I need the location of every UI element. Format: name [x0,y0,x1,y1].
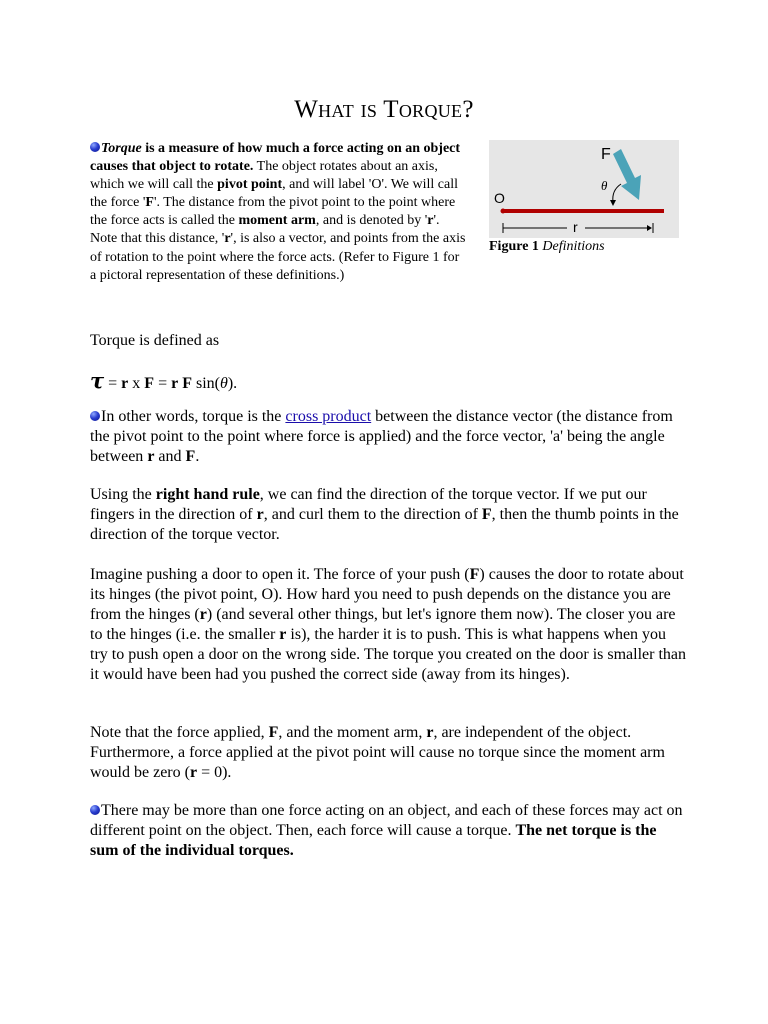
r-arrowhead-icon [647,225,652,231]
paragraph-text: There may be more than one force acting on an object, and each of these forces may act on different point on the object. Then, each force will cause a torque. [90,802,683,840]
r-symbol: r [171,375,179,392]
figure-label-f: F [601,146,611,163]
figure-definitions [489,140,679,238]
right-hand-rule-paragraph [90,485,686,545]
paragraph-text: . [195,448,200,466]
r-symbol: r [121,375,129,392]
force-symbol: F [481,506,492,524]
paragraph-text: , then the thumb points in the direction of the torque vector. [90,506,679,544]
figure-label-theta: θ [601,178,608,193]
right-hand-rule-term: right hand rule [155,486,260,503]
defined-as-text: Torque is defined as [90,332,220,349]
door-paragraph [90,565,686,686]
force-symbol: F [469,566,480,583]
force-symbol: F [145,195,154,211]
r-symbol: r [224,231,231,247]
paragraph-text: , and curl them to the direction of [263,506,482,524]
intro-text: ', is also a vector, and points from the axis of rotation to the point where the force acts. (Refer to Figure 1 for a pictoral representation of these definitions.) [90,231,466,283]
paragraph-text: ) (and several other things, but let's ignore them now). The closer you are to the hinges (i.e. the smaller [90,606,676,644]
intro-text: '. Note that this distance, ' [90,213,440,247]
rod-icon [502,209,664,213]
figure-caption [489,239,605,255]
paragraph-text: Note that the force applied, [90,724,269,741]
r-symbol: r [427,213,434,229]
r-symbol: r [256,506,264,524]
r-symbol: r [147,448,155,466]
theta-symbol: θ [219,375,228,392]
paragraph-text: In other words, torque is the [101,408,286,425]
force-symbol: F [144,375,155,392]
paragraph-text: , we can find the direction of the torque vector. If we put our fingers in the direction of [90,486,647,524]
equation-text: = [154,375,172,392]
force-symbol: F [268,724,279,741]
paragraph-text: = 0). [197,764,232,782]
tau-symbol: τ [90,368,105,393]
moment-arm-term: moment arm [238,213,316,229]
paragraph-text: is), the harder it is to push. This is what happens when you try to push open a door on the wrong side. The torque you created on the door is smaller than it would have been had you pushed the correct side (away from its hinges). [90,626,687,684]
equation-text: = [104,375,122,392]
net-torque-statement: The net torque is the sum of the individual torques. [90,822,657,860]
paragraph-text: Imagine pushing a door to open it. The force of your push ( [90,566,470,583]
intro-paragraph [90,140,468,285]
paragraph-text: and [154,448,186,466]
equation-text: x [128,375,145,392]
r-symbol: r [199,606,207,624]
cross-product-paragraph [90,407,686,467]
force-symbol: F [182,375,192,392]
bullet-icon [90,411,100,421]
paragraph-text: , and the moment arm, [278,724,427,741]
paragraph-text: , are independent of the object. Furthermore, a force applied at the pivot point will cause no torque since the moment arm would be zero ( [90,724,665,782]
bullet-icon [90,142,100,152]
torque-term: Torque [101,141,142,156]
equation-text: ). [227,375,238,392]
note-paragraph [90,723,686,783]
figure-diagram [489,140,679,238]
figure-label-o: O [494,190,505,206]
net-torque-paragraph [90,801,686,861]
angle-arrowhead-icon [610,200,616,206]
cross-product-link[interactable]: cross product [285,408,372,425]
paragraph-text: Using the [90,486,156,503]
pivot-point-term: pivot point [217,177,283,193]
force-symbol: F [185,448,196,466]
equation-text: sin( [191,375,220,392]
force-arrow-icon [613,149,641,200]
intro-text: The object rotates about an axis, which we will call the [90,159,438,193]
r-symbol: r [279,626,287,644]
torque-equation [90,368,686,394]
paragraph-text: ) causes the door to rotate about its hinges (the pivot point, O). How hard you need to push depends on the distance you are from the hinges ( [90,566,684,624]
caption-label: Figure 1 [489,239,539,254]
intro-text: '. The distance from the pivot point to the point where the force acts is called the [90,195,456,229]
angle-arc-icon [613,184,621,202]
caption-text: Definitions [542,239,605,254]
r-symbol: r [189,764,198,782]
page-title: What is Torque? [294,96,474,123]
r-symbol: r [426,724,434,741]
paragraph-text: between the distance vector (the distance from the pivot point to the point where force is applied) and the force vector, 'a' being the angle between [90,408,673,466]
figure-label-r: r [573,219,578,235]
intro-lead-text: is a measure of how much a force acting on an object causes that object to rotate. [90,141,461,175]
intro-text: , and is denoted by ' [315,213,428,229]
bullet-icon [90,805,100,815]
intro-text: , and will label 'O'. We will call the force ' [90,177,459,211]
